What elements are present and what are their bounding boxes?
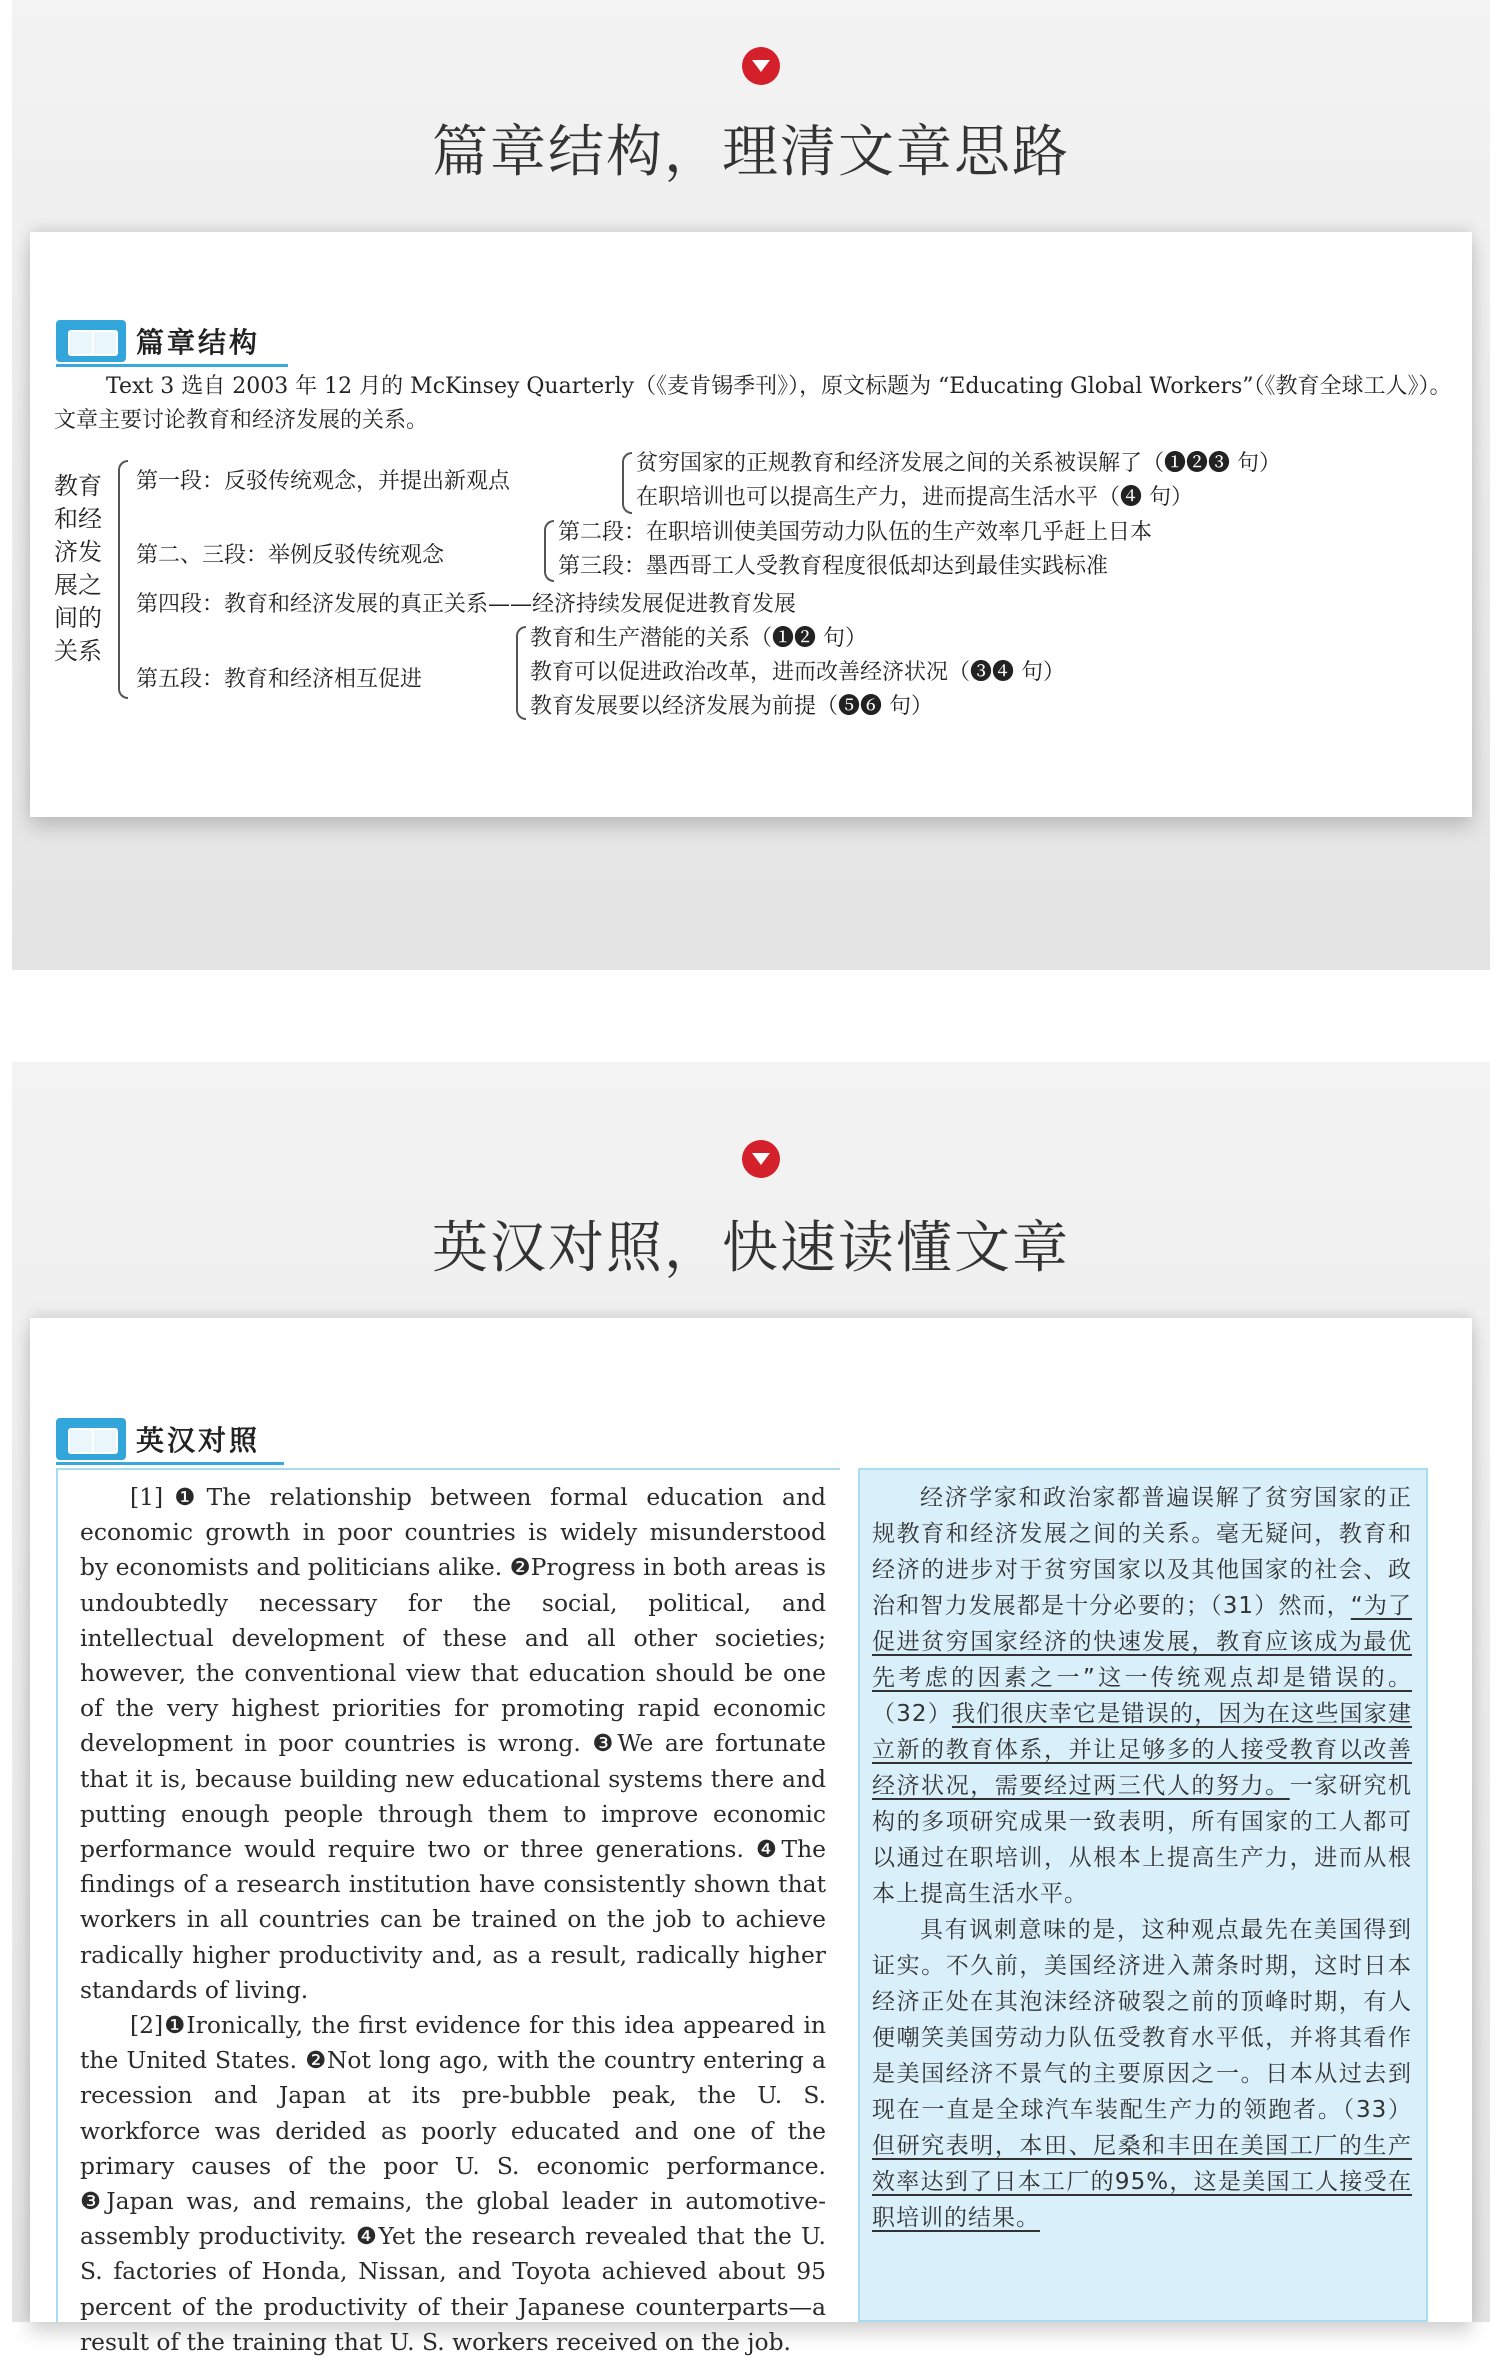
zh-underlined: “为了促进贫穷国家经济的快速发展，教育应该成为最优先考虑的因素之一”这一传统观点却是错误的。 [872,1593,1412,1691]
zh-text: （32） [872,1701,952,1727]
chinese-paragraph-2 [872,1912,1412,2236]
chevron-down-icon [742,1140,780,1178]
chinese-paragraph-1 [872,1480,1412,1912]
tab-label: 篇章结构 [136,326,261,359]
para23-sub1: 第二段：在职培训使美国劳动力队伍的生产效率几乎赶上日本 [558,520,1153,545]
section-heading: 篇章结构，理清文章思路 [432,120,1070,185]
para5-sub3: 教育发展要以经济发展为前提（❺❻ 句） [530,694,933,719]
english-paragraph-1: [1]❶The relationship between formal education and economic growth in poor countries is widely misunderstood by economists and politicians alike. ❷Progress in both areas is undoubtedly necessary for the social, political, and intellectual development of these and all other societies; however, the conventional view that education should be one of the very highest priorities for promoting rapid economic development in poor countries is wrong. ❸We are fortunate that it is, because building new educational systems there and putting enough people through them to improve economic performance would require two or three generations. ❹The findings of a research institution have consistently shown that workers in all countries can be trained on the job to achieve radically higher productivity and, as a result, radically higher standards of living. [80,1483,826,2004]
para5-sub2: 教育可以促进政治改革，进而改善经济状况（❸❹ 句） [530,660,1065,685]
section-tab [56,318,288,367]
zh-underlined: 但研究表明，本田、尼桑和丰田在美国工厂的生产效率达到了日本工厂的95%，这是美国工人接受在职培训的结果。 [872,2133,1412,2231]
english-column [56,1468,840,2356]
para1-brace [622,452,632,514]
root-brace [118,460,128,699]
book-icon [56,1418,126,1460]
para23-label: 第二、三段：举例反驳传统观念 [136,543,445,568]
tab-label: 英汉对照 [136,1424,261,1457]
english-paragraph-2: [2]❶Ironically, the first evidence for this idea appeared in the United States. ❷Not long ago, with the country entering a recession and Japan at its pre-bubble peak, the U. S. workforce was derided as poorly educated and one of the primary causes of the poor U. S. economic performance. ❸Japan was, and remains, the global leader in automotive-assembly productivity. ❹Yet the research revealed that the U. S. factories of Honda, Nissan, and Toyota achieved about 95 percent of the productivity of their Japanese counterparts—a result of the training that U. S. workers received on the job. [80,2011,826,2356]
chevron-down-icon [742,47,780,85]
book-icon [56,320,126,362]
para1-sub2: 在职培训也可以提高生产力，进而提高生活水平（❹ 句） [636,485,1193,510]
chinese-column [858,1468,1428,2322]
para5-brace [516,626,526,720]
section-tab [56,1416,284,1465]
para5-sub1: 教育和生产潜能的关系（❶❷ 句） [530,626,867,651]
zh-text: 一家研究机构的多项研究成果一致表明，所有国家的工人都可以通过在职培训，从根本上提高生产力，进而从根本上提高生活水平。 [872,1773,1413,1907]
zh-text: 具有讽刺意味的是，这种观点最先在美国得到证实。不久前，美国经济进入萧条时期，这时日本经济正处在其泡沫经济破裂之前的顶峰时期，有人便嘲笑美国劳动力队伍受教育水平低，并将其看作是美国经济不景气的主要原因之一。日本从过去到现在一直是全球汽车装配生产力的领跑者。（33） [872,1917,1412,2123]
para1-label: 第一段：反驳传统观念，并提出新观点 [136,469,511,494]
para23-sub2: 第三段：墨西哥工人受教育程度很低却达到最佳实践标准 [558,554,1109,579]
para1-sub1: 贫穷国家的正规教育和经济发展之间的关系被误解了（❶❷❸ 句） [636,451,1281,476]
zh-text: 经济学家和政治家都普遍误解了贫穷国家的正规教育和经济发展之间的关系。毫无疑问，教育和经济的进步对于贫穷国家以及其他国家的社会、政治和智力发展都是十分必要的；（31）然而， [872,1485,1412,1619]
para5-label: 第五段：教育和经济相互促进 [136,667,423,692]
intro-text: Text 3 选自 2003 年 12 月的 McKinsey Quarterly（《麦肯锡季刊》），原文标题为 “Educating Global Workers”（《教育全球工人》）。文章主要讨论教育和经济发展的关系。 [54,374,1452,433]
section-heading: 英汉对照，快速读懂文章 [432,1216,1070,1281]
para4-label: 第四段：教育和经济发展的真正关系——经济持续发展促进教育发展 [136,592,797,617]
root-label: 教育和经济发展之间的关系 [54,472,102,665]
zh-underlined: 我们很庆幸它是错误的，因为在这些国家建立新的教育体系，并让足够多的人接受教育以改善经济状况，需要经过两三代人的努力。 [872,1701,1412,1799]
para23-brace [544,520,554,582]
